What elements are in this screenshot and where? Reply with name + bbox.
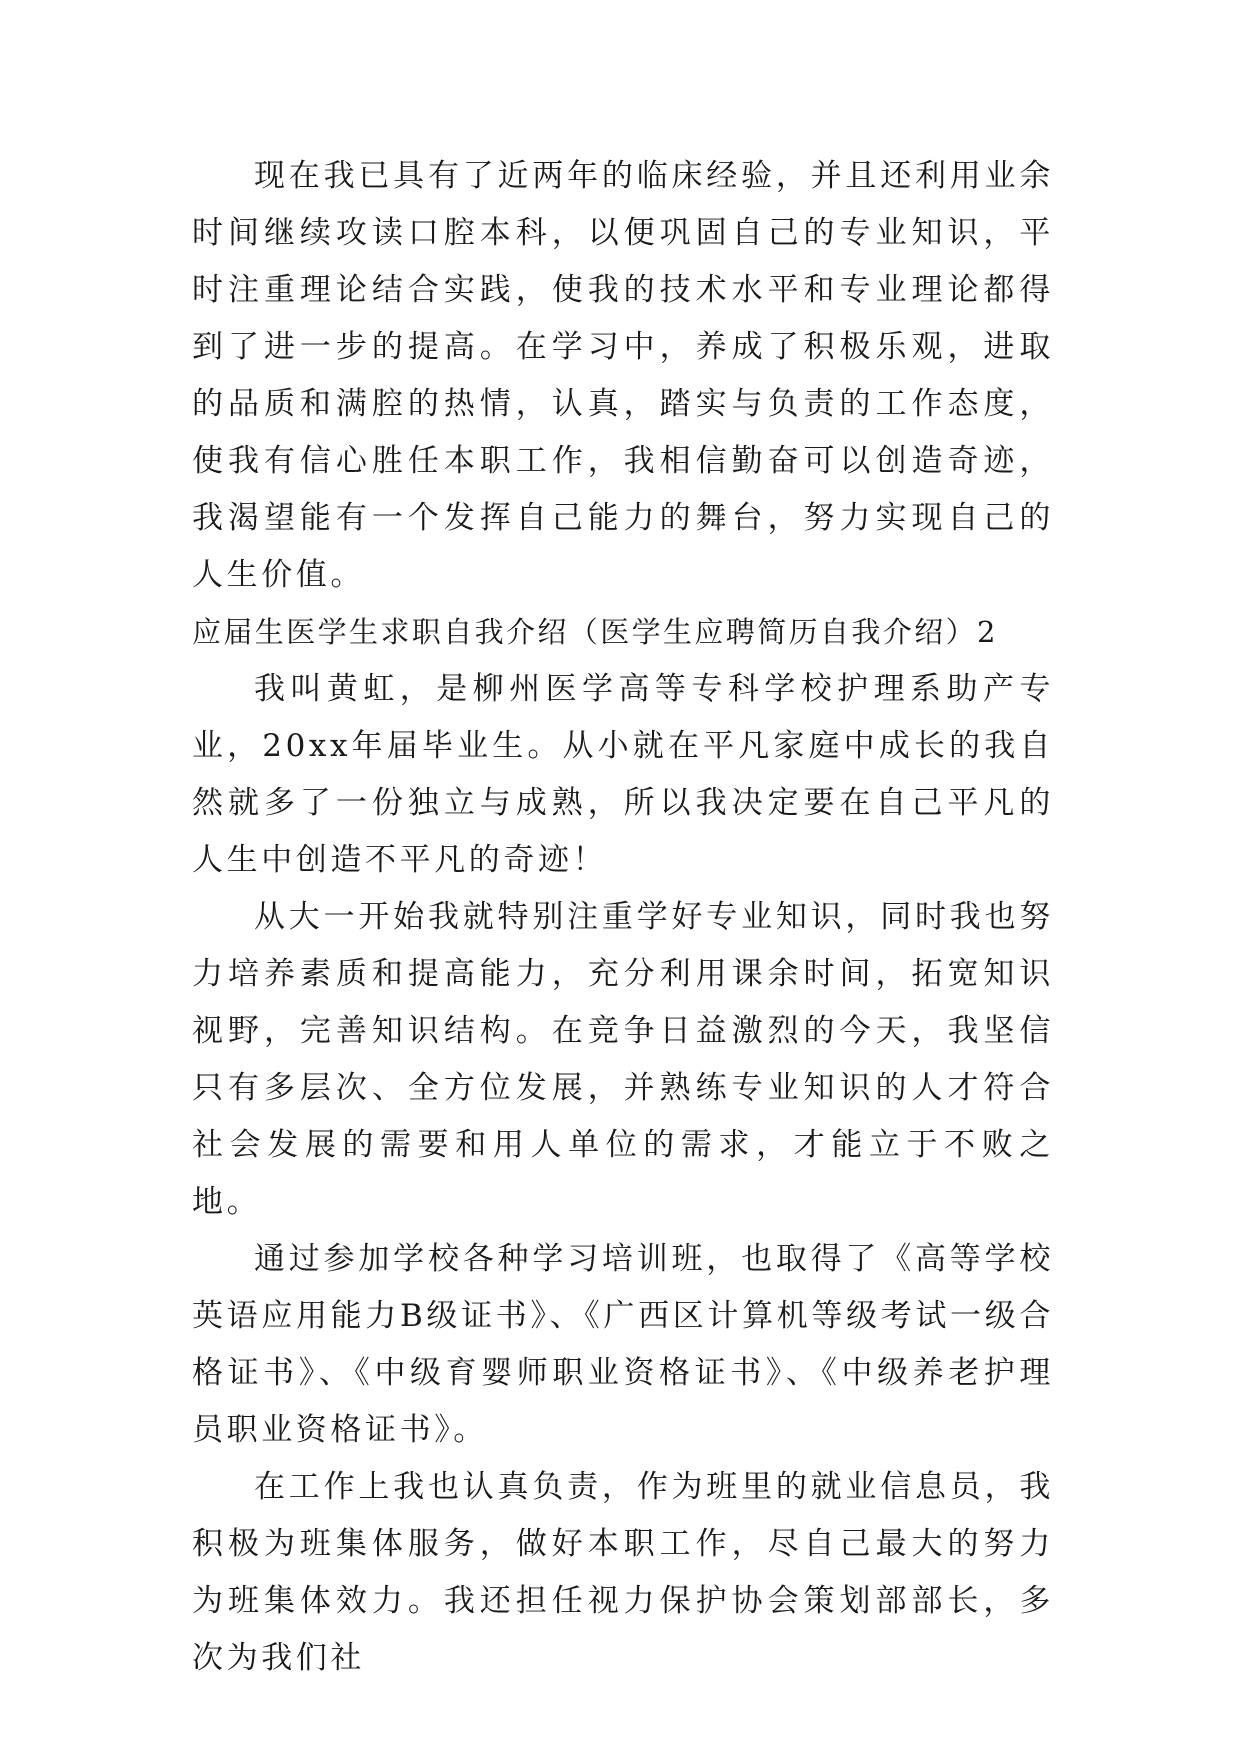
section-heading: 应届生医学生求职自我介绍（医学生应聘简历自我介绍）2 (192, 615, 998, 649)
paragraph-study: 从大一开始我就特别注重学好专业知识，同时我也努力培养素质和提高能力，充分利用课余时间，拓宽知识视野，完善知识结构。在竞争日益激烈的今天，我坚信只有多层次、全方位发展，并熟练专业知识的人才符合社会发展的需要和用人单位的需求，才能立于不败之地。 (192, 899, 1054, 1220)
document-body (192, 148, 1054, 1687)
paragraph-certificates: 通过参加学校各种学习培训班，也取得了《高等学校英语应用能力B级证书》、《广西区计算机等级考试一级合格证书》、《中级育婴师职业资格证书》、《中级养老护理员职业资格证书》。 (192, 1241, 1054, 1448)
paragraph-clinical-experience: 现在我已具有了近两年的临床经验，并且还利用业余时间继续攻读口腔本科，以便巩固自己的专业知识，平时注重理论结合实践，使我的技术水平和专业理论都得到了进一步的提高。在学习中，养成了积极乐观，进取的品质和满腔的热情，认真，踏实与负责的工作态度，使我有信心胜任本职工作，我相信勤奋可以创造奇迹，我渴望能有一个发挥自己能力的舞台，努力实现自己的人生价值。 (192, 158, 1054, 593)
paragraph-work: 在工作上我也认真负责，作为班里的就业信息员，我积极为班集体服务，做好本职工作，尽自己最大的努力为班集体效力。我还担任视力保护协会策划部部长，多次为我们社 (192, 1469, 1054, 1676)
paragraph-introduction: 我叫黄虹，是柳州医学高等专科学校护理系助产专业，20xx年届毕业生。从小就在平凡家庭中成长的我自然就多了一份独立与成熟，所以我决定要在自己平凡的人生中创造不平凡的奇迹！ (192, 671, 1054, 878)
